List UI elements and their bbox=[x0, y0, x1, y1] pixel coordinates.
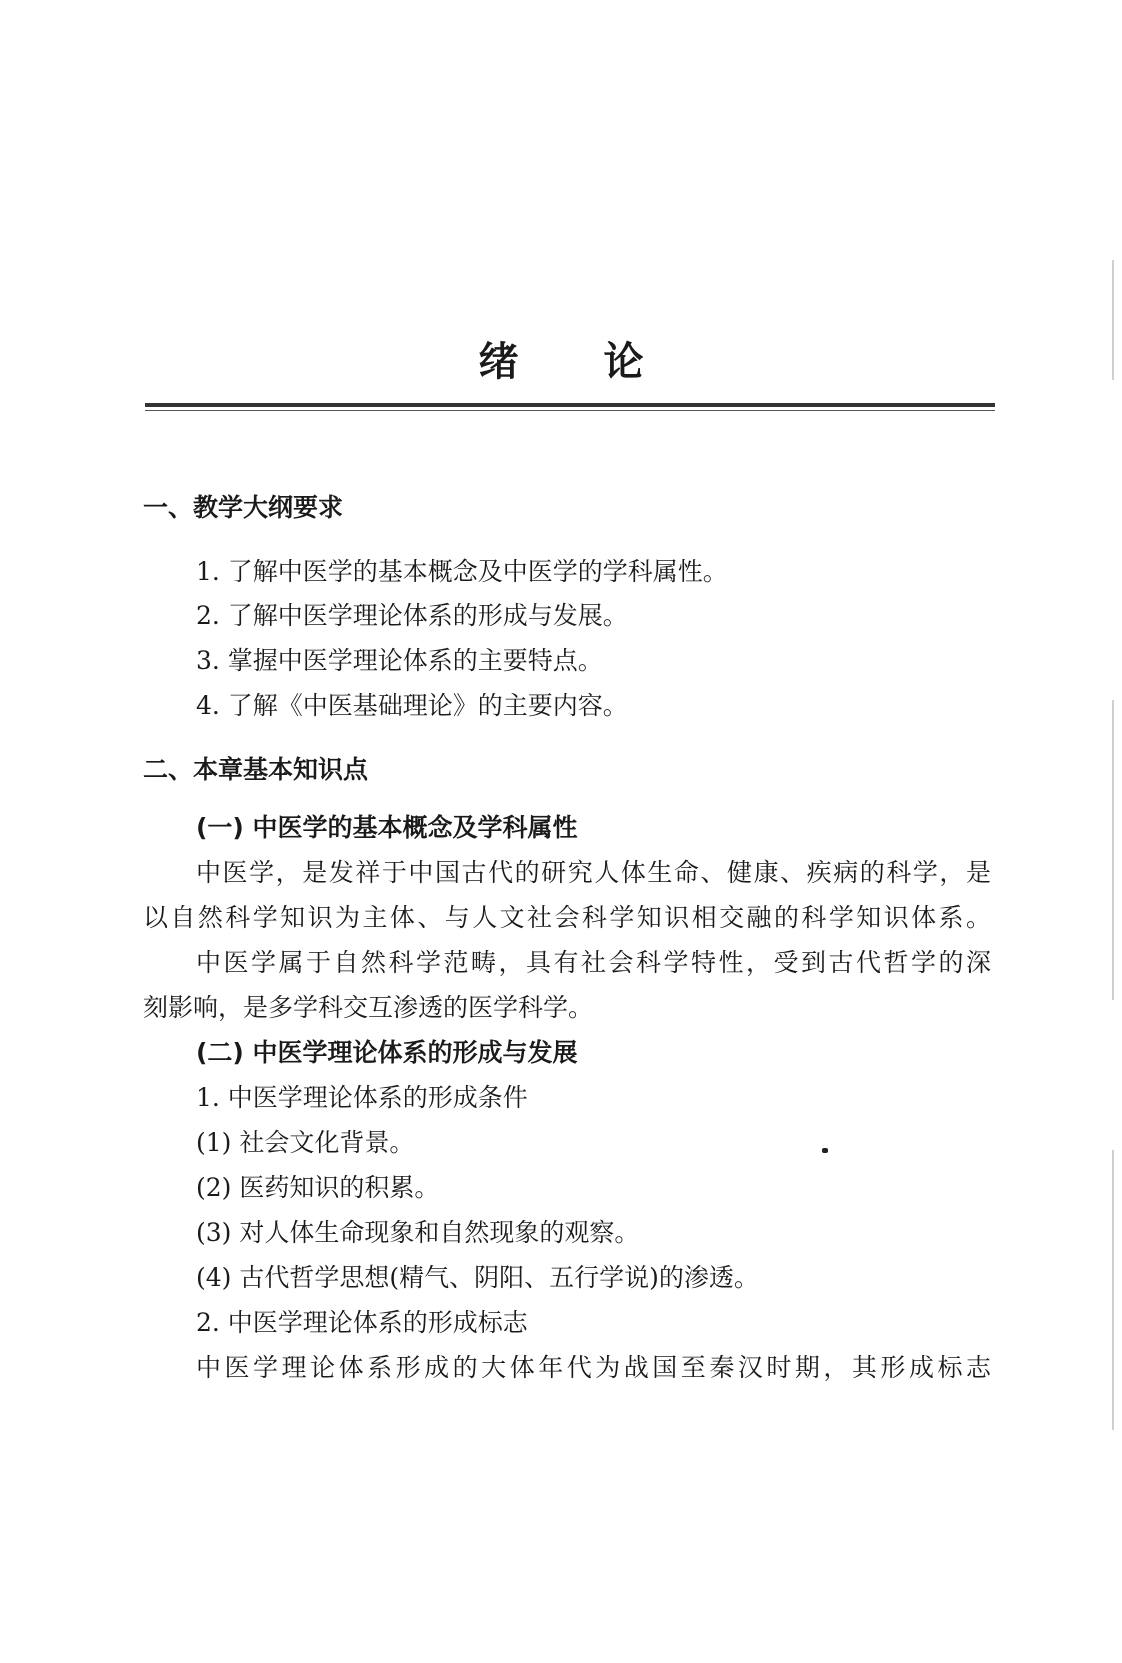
paragraph2-line2: 刻影响，是多学科交互渗透的医学科学。 bbox=[143, 993, 594, 1022]
syllabus-item-3: 3. 掌握中医学理论体系的主要特点。 bbox=[196, 646, 603, 675]
condition-item-3: (3) 对人体生命现象和自然现象的观察。 bbox=[196, 1218, 640, 1247]
syllabus-item-1: 1. 了解中医学的基本概念及中医学的学科属性。 bbox=[196, 557, 728, 586]
formation-conditions-item: 1. 中医学理论体系的形成条件 bbox=[196, 1083, 528, 1112]
formation-marks-text: 中医学理论体系形成的大体年代为战国至秦汉时期，其形成标志 bbox=[196, 1353, 991, 1382]
formation-marks-item: 2. 中医学理论体系的形成标志 bbox=[196, 1308, 528, 1337]
scan-edge-mark bbox=[1112, 1150, 1114, 1430]
chapter-title-char-1: 绪 bbox=[478, 338, 519, 385]
title-rule-thin bbox=[145, 410, 995, 411]
condition-item-2: (2) 医药知识的积累。 bbox=[196, 1173, 440, 1202]
chapter-title bbox=[0, 330, 1122, 387]
scan-edge-mark bbox=[1112, 700, 1114, 1000]
subsection2-heading: (二) 中医学理论体系的形成与发展 bbox=[196, 1038, 578, 1067]
paragraph1-line2: 以自然科学知识为主体、与人文社会科学知识相交融的科学知识体系。 bbox=[143, 903, 991, 932]
chapter-title-char-2: 论 bbox=[603, 338, 644, 385]
scan-speck bbox=[822, 1148, 828, 1153]
section1-heading: 一、教学大纲要求 bbox=[143, 493, 344, 522]
syllabus-item-2: 2. 了解中医学理论体系的形成与发展。 bbox=[196, 601, 628, 630]
condition-item-4: (4) 古代哲学思想(精气、阴阳、五行学说)的渗透。 bbox=[196, 1263, 759, 1292]
section2-heading: 二、本章基本知识点 bbox=[143, 755, 369, 784]
paragraph2-line1: 中医学属于自然科学范畴，具有社会科学特性，受到古代哲学的深 bbox=[196, 948, 991, 977]
subsection1-heading: (一) 中医学的基本概念及学科属性 bbox=[196, 813, 578, 842]
condition-item-1: (1) 社会文化背景。 bbox=[196, 1128, 415, 1157]
title-rule-thick bbox=[145, 403, 995, 407]
syllabus-item-4: 4. 了解《中医基础理论》的主要内容。 bbox=[196, 691, 628, 720]
paragraph1-line1: 中医学，是发祥于中国古代的研究人体生命、健康、疾病的科学，是 bbox=[196, 858, 991, 887]
scan-edge-mark bbox=[1112, 260, 1114, 380]
